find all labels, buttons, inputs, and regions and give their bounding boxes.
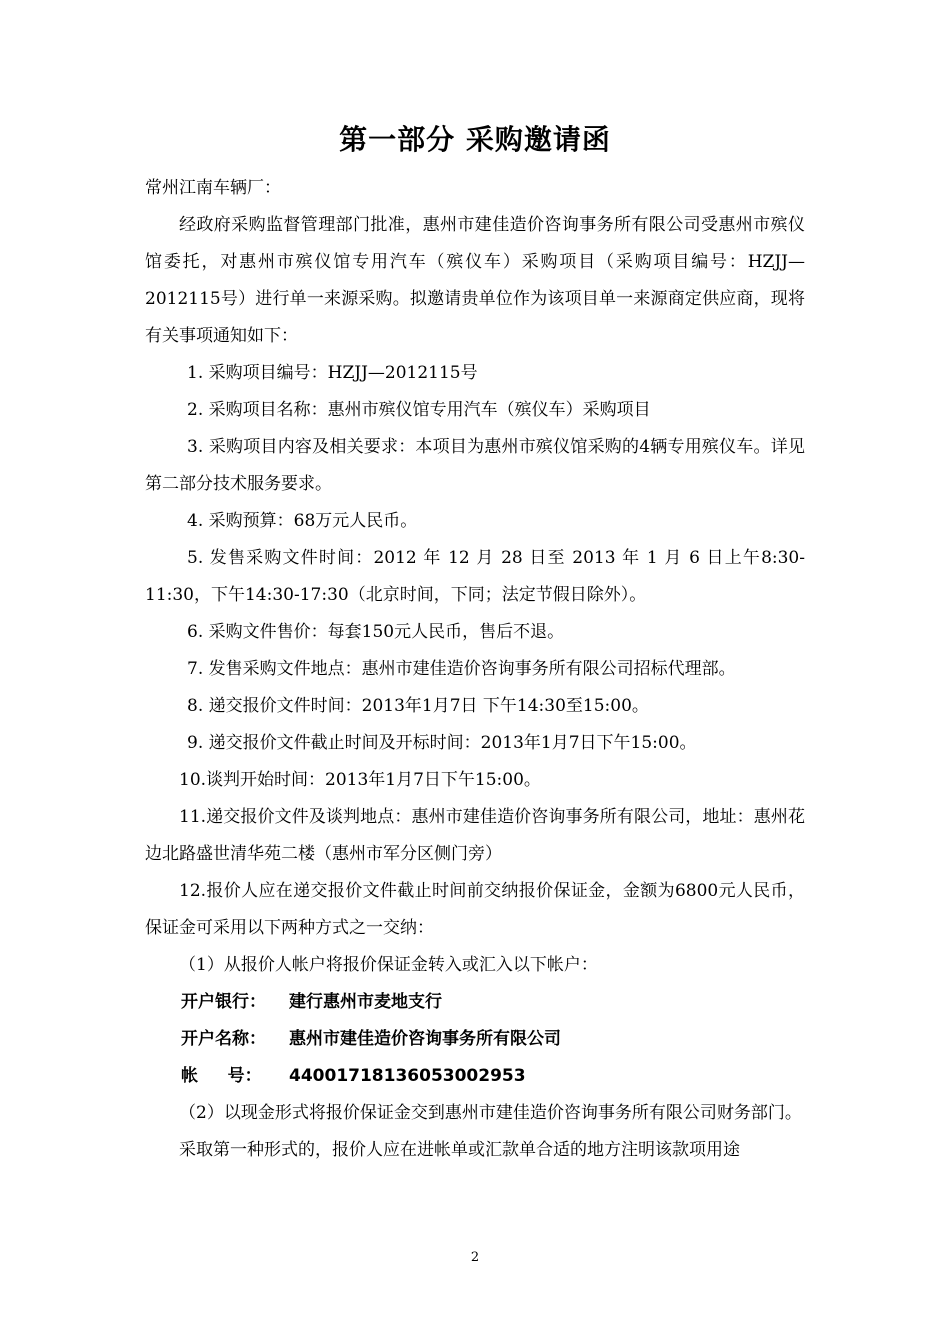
payment-option-1: （1）从报价人帐户将报价保证金转入或汇入以下帐户： [179,955,598,975]
account-number-value: 44001718136053002953 [289,1066,526,1086]
list-item-2: 2. 采购项目名称：惠州市殡仪馆专用汽车（殡仪车）采购项目 [187,400,651,420]
closing-paragraph: 采取第一种形式的，报价人应在进帐单或汇款单合适的地方注明该款项用途 [179,1140,740,1160]
list-item-12: 12.报价人应在递交报价文件截止时间前交纳报价保证金，金额为6800元人民币，保证金可采用以下两种方式之一交纳： [145,881,805,938]
intro-paragraph: 经政府采购监督管理部门批准，惠州市建佳造价咨询事务所有限公司受惠州市殡仪馆委托，对惠州市殡仪馆专用汽车（殡仪车）采购项目（采购项目编号：HZJJ—2012115号）进行单一来源采购。拟邀请贵单位作为该项目单一来源商定供应商，现将有关事项通知如下： [145,215,805,346]
account-name-value: 惠州市建佳造价咨询事务所有限公司 [289,1029,561,1049]
account-name-row [145,1021,805,1058]
list-item-7: 7. 发售采购文件地点：惠州市建佳造价咨询事务所有限公司招标代理部。 [187,659,736,679]
document-body [145,170,805,1169]
account-number-row [145,1058,805,1095]
bank-label: 开户银行： [181,992,266,1012]
page-title: 第一部分 采购邀请函 [339,123,611,156]
list-item-4: 4. 采购预算：68万元人民币。 [187,511,418,531]
list-item-9: 9. 递交报价文件截止时间及开标时间：2013年1月7日下午15:00。 [187,733,697,753]
list-item-10: 10.谈判开始时间：2013年1月7日下午15:00。 [179,770,541,790]
list-item-5: 5. 发售采购文件时间：2012 年 12 月 28 日至 2013 年 1 月 6 日上午8:30-11:30，下午14:30-17:30（北京时间，下同；法定节假日除外）。 [145,548,805,605]
page-number: 2 [470,1250,480,1265]
bank-value: 建行惠州市麦地支行 [289,992,442,1012]
account-number-label: 帐 号： [181,1066,262,1086]
list-item-11: 11.递交报价文件及谈判地点：惠州市建佳造价咨询事务所有限公司，地址：惠州花边北路盛世清华苑二楼（惠州市军分区侧门旁） [145,807,805,864]
list-item-6: 6. 采购文件售价：每套150元人民币，售后不退。 [187,622,565,642]
list-item-8: 8. 递交报价文件时间：2013年1月7日 下午14:30至15:00。 [187,696,649,716]
account-name-label: 开户名称： [181,1029,266,1049]
salutation: 常州江南车辆厂： [145,178,281,198]
list-item-1: 1. 采购项目编号：HZJJ—2012115号 [187,363,478,383]
list-item-3: 3. 采购项目内容及相关要求：本项目为惠州市殡仪馆采购的4辆专用殡仪车。详见第二部分技术服务要求。 [145,437,805,494]
bank-row [145,984,805,1021]
payment-option-2: （2）以现金形式将报价保证金交到惠州市建佳造价咨询事务所有限公司财务部门。 [179,1103,802,1123]
